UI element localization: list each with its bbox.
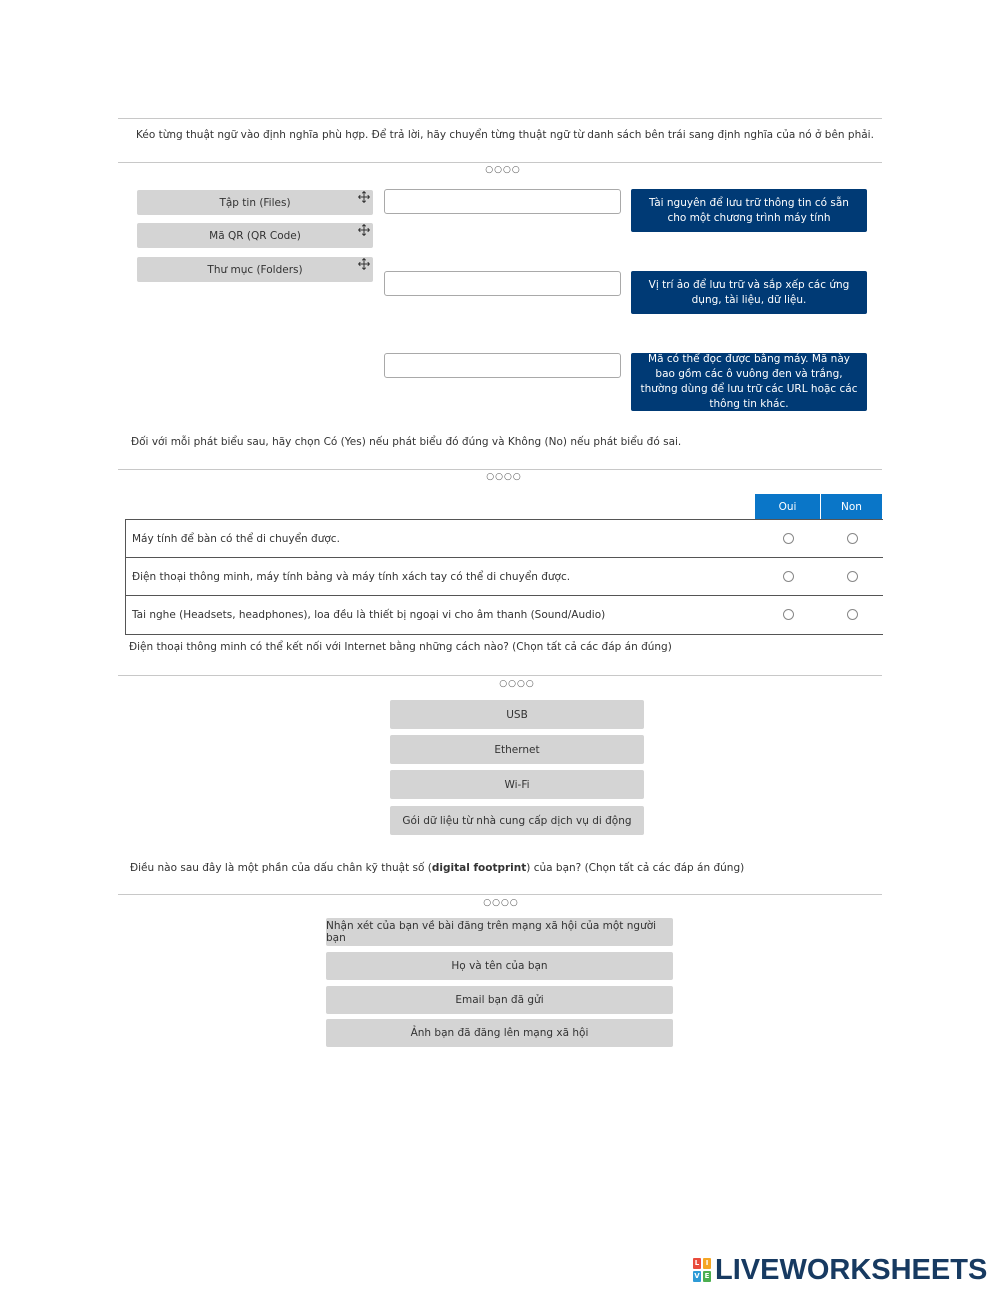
q4-instruction-start: Điều nào sau đây là một phần của dấu chân kỹ thuật số (	[130, 862, 432, 874]
table-row	[126, 520, 883, 558]
column-header-no: Non	[821, 494, 882, 519]
divider	[118, 118, 882, 119]
table-row	[126, 558, 883, 596]
divider	[118, 675, 882, 676]
q4-instruction-bold: digital footprint	[431, 862, 527, 874]
logo-letter: E	[704, 1272, 710, 1280]
radio-no[interactable]	[847, 609, 858, 620]
radio-yes[interactable]	[783, 609, 794, 620]
term-label: Mã QR (QR Code)	[209, 229, 301, 242]
option-label: Ảnh bạn đã đăng lên mạng xã hội	[410, 1027, 589, 1039]
column-header-yes: Oui	[755, 494, 820, 519]
definition-text: Mã có thể đọc được bằng máy. Mã này bao gồm các ô vuông đen và trắng, thường dùng để lưu trữ các URL hoặc các thông tin khác.	[640, 353, 858, 410]
statement-text: Tai nghe (Headsets, headphones), loa đều là thiết bị ngoại vi cho âm thanh (Sound/Audio)	[132, 609, 606, 621]
definition-card	[631, 271, 867, 314]
drop-zone-2[interactable]	[384, 271, 621, 296]
term-folders[interactable]	[137, 257, 373, 282]
progress-dots: ○○○○	[499, 679, 535, 689]
logo-letter: V	[694, 1272, 700, 1280]
option-label: Nhận xét của bạn về bài đăng trên mạng xã hội của một người bạn	[326, 920, 657, 944]
logo-icon	[693, 1258, 711, 1282]
move-icon	[358, 224, 370, 236]
option-label: Ethernet	[494, 743, 540, 756]
option-label: Wi-Fi	[504, 778, 530, 791]
option-label: Họ và tên của bạn	[451, 960, 548, 972]
option-label: Email bạn đã gửi	[455, 994, 544, 1006]
table-row	[126, 596, 883, 634]
drop-zone-1[interactable]	[384, 189, 621, 214]
q1-instruction: Kéo từng thuật ngữ vào định nghĩa phù hợp. Để trả lời, hãy chuyển từng thuật ngữ từ danh sách bên trái sang định nghĩa của nó ở bên phải.	[136, 129, 874, 141]
term-label: Thư mục (Folders)	[207, 263, 303, 276]
yes-no-table	[125, 519, 883, 635]
definition-card	[631, 189, 867, 232]
radio-no[interactable]	[847, 571, 858, 582]
progress-dots: ○○○○	[485, 165, 521, 175]
radio-yes[interactable]	[783, 571, 794, 582]
logo-letter: L	[694, 1259, 700, 1267]
option-sent-email[interactable]	[326, 986, 673, 1014]
option-label: USB	[506, 708, 528, 721]
term-qr-code[interactable]	[137, 223, 373, 248]
q2-instruction: Đối với mỗi phát biểu sau, hãy chọn Có (Yes) nếu phát biểu đó đúng và Không (No) nếu phát biểu đó sai.	[131, 436, 682, 448]
definition-text: Vị trí ảo để lưu trữ và sắp xếp các ứng dụng, tài liệu, dữ liệu.	[648, 278, 850, 306]
logo-letter: I	[703, 1258, 711, 1269]
radio-yes[interactable]	[783, 533, 794, 544]
q3-instruction: Điện thoại thông minh có thể kết nối với Internet bằng những cách nào? (Chọn tất cả các đáp án đúng)	[129, 641, 672, 653]
divider	[118, 469, 882, 470]
option-friend-post-comment[interactable]	[326, 918, 673, 946]
divider	[118, 894, 882, 895]
statement-text: Điện thoại thông minh, máy tính bảng và máy tính xách tay có thể di chuyển được.	[132, 571, 571, 583]
option-usb[interactable]	[390, 700, 644, 729]
option-wifi[interactable]	[390, 770, 644, 799]
term-label: Tập tin (Files)	[219, 196, 291, 209]
option-ethernet[interactable]	[390, 735, 644, 764]
liveworksheets-logo	[693, 1255, 987, 1285]
radio-no[interactable]	[847, 533, 858, 544]
option-label: Gói dữ liệu từ nhà cung cấp dịch vụ di động	[402, 814, 632, 827]
definition-text: Tài nguyên để lưu trữ thông tin có sẵn cho một chương trình máy tính	[649, 196, 849, 224]
progress-dots: ○○○○	[483, 898, 519, 908]
definition-card	[631, 353, 867, 411]
progress-dots: ○○○○	[486, 472, 522, 482]
option-posted-photo[interactable]	[326, 1019, 673, 1047]
q4-instruction	[130, 862, 744, 874]
drop-zone-3[interactable]	[384, 353, 621, 378]
option-full-name[interactable]	[326, 952, 673, 980]
term-files[interactable]	[137, 190, 373, 215]
logo-text: LIVEWORKSHEETS	[715, 1253, 988, 1286]
divider	[118, 162, 882, 163]
q4-instruction-end: ) của bạn? (Chọn tất cả các đáp án đúng)	[526, 862, 745, 874]
move-icon	[358, 191, 370, 203]
move-icon	[358, 258, 370, 270]
option-mobile-data[interactable]	[390, 806, 644, 835]
statement-text: Máy tính để bàn có thể di chuyển được.	[132, 533, 340, 545]
